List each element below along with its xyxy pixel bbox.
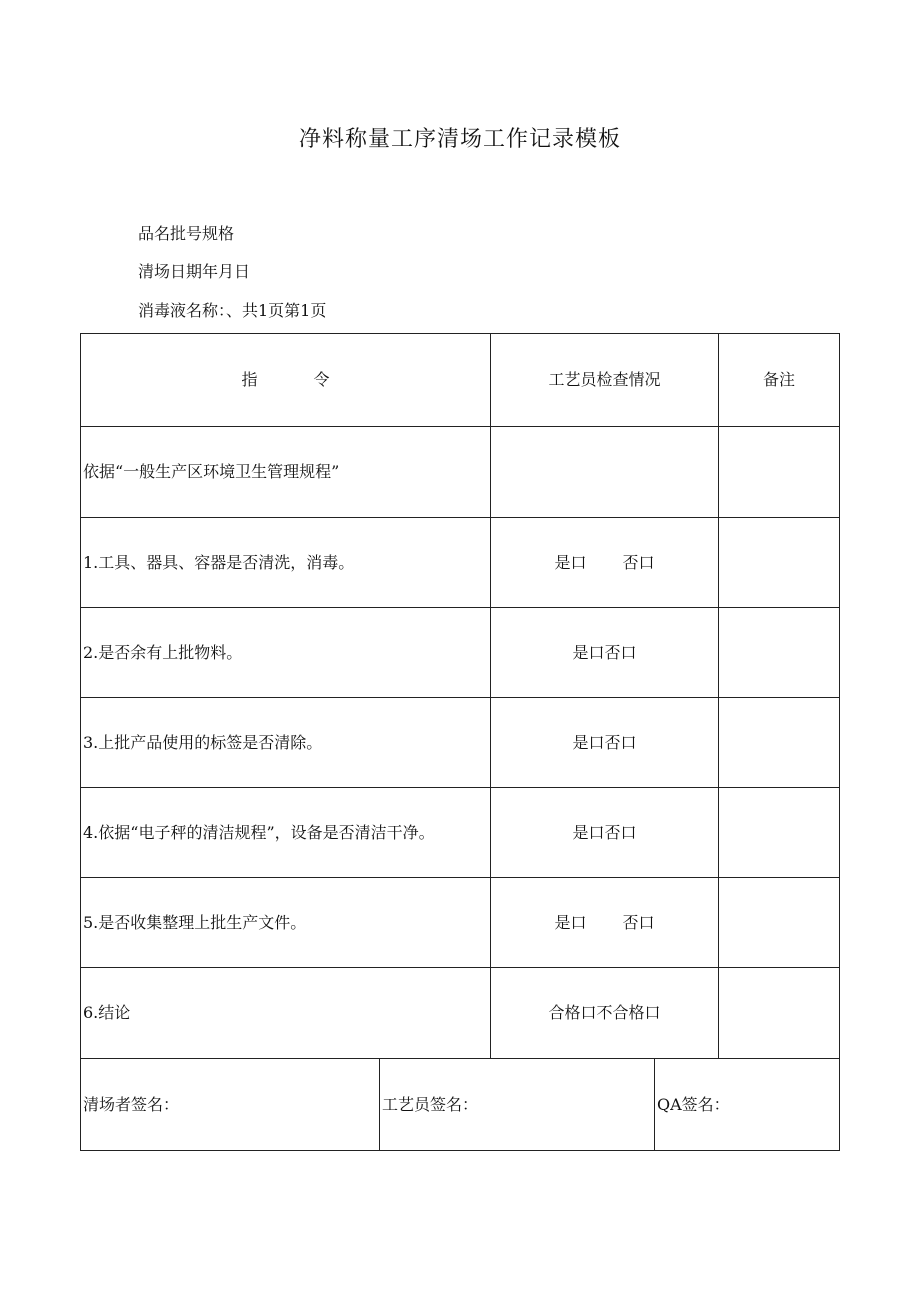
check-cell: 是口否口 — [490, 607, 719, 698]
check-yes: 是口 — [554, 552, 587, 572]
check-cell: 是口否口 — [490, 787, 719, 878]
page-title: 净料称量工序清场工作记录模板 — [298, 127, 621, 152]
signature-qa: QA签名： — [654, 1058, 840, 1151]
instruction-cell: 依据“一般生产区环境卫生管理规程” — [80, 426, 491, 518]
note-cell — [718, 877, 840, 968]
check-yes: 是口 — [554, 912, 587, 932]
note-cell — [718, 787, 840, 878]
check-cell — [490, 877, 719, 968]
note-cell — [718, 517, 840, 608]
meta-disinfectant-page: 消毒液名称：、共1页第1页 — [138, 301, 327, 320]
instruction-cell: 4.依据“电子秤的清洁规程”，设备是否清洁干净。 — [80, 787, 491, 878]
header-instruction-part-a: 指 — [241, 370, 258, 389]
clearance-record-table — [80, 333, 840, 1151]
check-cell — [490, 426, 719, 518]
header-note: 备注 — [718, 333, 840, 427]
check-no: 否口 — [622, 912, 655, 932]
instruction-cell: 5.是否收集整理上批生产文件。 — [80, 877, 491, 968]
note-cell — [718, 697, 840, 788]
note-cell — [718, 426, 840, 518]
instruction-cell: 3.上批产品使用的标签是否清除。 — [80, 697, 491, 788]
header-instruction — [80, 333, 491, 427]
signature-cleaner: 清场者签名： — [80, 1058, 380, 1151]
header-check: 工艺员检查情况 — [490, 333, 719, 427]
note-cell — [718, 967, 840, 1059]
check-cell: 是口否口 — [490, 697, 719, 788]
instruction-cell: 1.工具、器具、容器是否清洗，消毒。 — [80, 517, 491, 608]
instruction-cell: 6.结论 — [80, 967, 491, 1059]
header-instruction-part-b: 令 — [313, 370, 330, 389]
instruction-cell: 2.是否余有上批物料。 — [80, 607, 491, 698]
check-no: 否口 — [622, 552, 655, 572]
check-cell — [490, 517, 719, 608]
check-cell: 合格口不合格口 — [490, 967, 719, 1059]
meta-product-batch-spec: 品名批号规格 — [138, 224, 235, 243]
note-cell — [718, 607, 840, 698]
signature-technician: 工艺员签名： — [379, 1058, 655, 1151]
meta-clearance-date: 清场日期年月日 — [138, 262, 251, 281]
